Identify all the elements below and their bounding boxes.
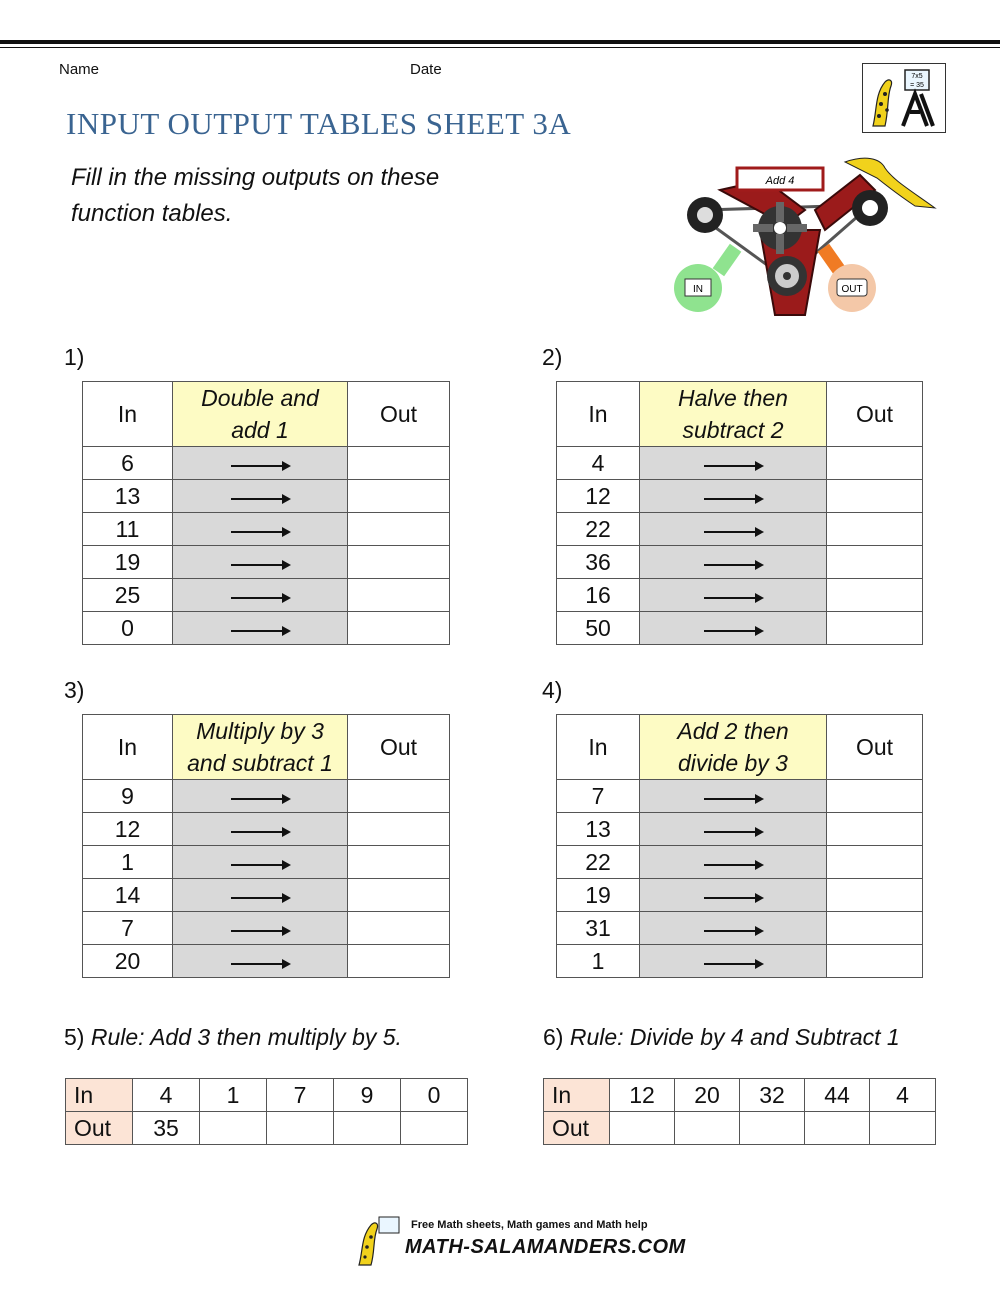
table-row [66, 1112, 468, 1145]
input-value: 1 [557, 945, 640, 978]
arrow-icon [231, 864, 289, 866]
output-blank[interactable] [348, 612, 450, 645]
footer-site-name[interactable]: MATH-SALAMANDERS.COM [405, 1236, 686, 1258]
rule-cell: Double and add 1 [173, 382, 348, 447]
output-blank[interactable] [870, 1112, 936, 1145]
out-header: Out [827, 715, 923, 780]
arrow-icon [231, 465, 289, 467]
table-row [83, 813, 450, 846]
question-number: 3) [64, 677, 85, 703]
output-blank[interactable] [348, 912, 450, 945]
output-blank[interactable] [827, 612, 923, 645]
arrow-icon [231, 831, 289, 833]
table-row [83, 612, 450, 645]
output-blank[interactable] [805, 1112, 870, 1145]
arrow-icon [704, 897, 762, 899]
output-blank[interactable] [827, 480, 923, 513]
table-row [83, 579, 450, 612]
table-row [557, 480, 923, 513]
input-value: 19 [557, 879, 640, 912]
table-row [557, 912, 923, 945]
name-label: Name [59, 61, 100, 78]
question-number: 1) [64, 344, 85, 370]
arrow-icon [704, 930, 762, 932]
logo-card-text-1: 7x5 [911, 73, 923, 80]
input-value: 20 [83, 945, 173, 978]
out-label: Out [66, 1112, 133, 1145]
output-blank[interactable] [740, 1112, 805, 1145]
arrow-icon [231, 930, 289, 932]
table-row [557, 447, 923, 480]
in-header: In [557, 715, 640, 780]
arrow-icon [231, 597, 289, 599]
output-blank[interactable] [348, 546, 450, 579]
engine-in-label: IN [693, 284, 703, 295]
output-blank[interactable] [348, 945, 450, 978]
input-value: 1 [200, 1079, 267, 1112]
salamander-logo [862, 63, 946, 133]
input-value: 4 [557, 447, 640, 480]
salamander-footer-icon [355, 1215, 403, 1267]
top-rule-thick [0, 40, 1000, 44]
table-row [83, 879, 450, 912]
function-engine-illustration [665, 150, 945, 325]
arrow-icon [231, 963, 289, 965]
footer-tagline: Free Math sheets, Math games and Math help [411, 1219, 648, 1231]
date-label: Date [410, 61, 442, 78]
input-value: 1 [83, 846, 173, 879]
table-row [557, 846, 923, 879]
table-row [83, 912, 450, 945]
table-row [83, 945, 450, 978]
table-row [557, 513, 923, 546]
top-rule-thin [0, 47, 1000, 48]
horizontal-table-5 [65, 1078, 468, 1145]
output-blank[interactable] [348, 480, 450, 513]
question-6-heading [543, 1024, 900, 1051]
output-blank[interactable] [267, 1112, 334, 1145]
page-title: INPUT OUTPUT TABLES SHEET 3A [66, 106, 572, 141]
input-value: 50 [557, 612, 640, 645]
out-header: Out [348, 382, 450, 447]
engine-out-label: OUT [841, 284, 863, 295]
arrow-icon [704, 465, 762, 467]
table-row [544, 1079, 936, 1112]
output-blank[interactable] [827, 447, 923, 480]
output-blank[interactable] [827, 780, 923, 813]
table-row [557, 579, 923, 612]
function-table-4 [556, 714, 923, 978]
in-funnel [713, 244, 742, 277]
input-value: 13 [557, 813, 640, 846]
output-blank[interactable] [348, 879, 450, 912]
output-blank[interactable] [827, 846, 923, 879]
input-value: 12 [557, 480, 640, 513]
input-value: 11 [83, 513, 173, 546]
output-blank[interactable] [348, 846, 450, 879]
table-row [557, 813, 923, 846]
output-blank[interactable] [610, 1112, 675, 1145]
table-row [83, 846, 450, 879]
arrow-icon [231, 564, 289, 566]
output-blank[interactable] [827, 813, 923, 846]
rule-cell: Multiply by 3 and subtract 1 [173, 715, 348, 780]
in-label: In [66, 1079, 133, 1112]
input-value: 13 [83, 480, 173, 513]
input-value: 0 [401, 1079, 468, 1112]
arrow-icon [704, 831, 762, 833]
input-value: 7 [267, 1079, 334, 1112]
output-blank[interactable] [827, 513, 923, 546]
input-value: 22 [557, 846, 640, 879]
input-value: 44 [805, 1079, 870, 1112]
in-label: In [544, 1079, 610, 1112]
table-row [557, 945, 923, 978]
arrow-icon [704, 597, 762, 599]
in-header: In [83, 382, 173, 447]
table-row [83, 546, 450, 579]
input-value: 22 [557, 513, 640, 546]
arrow-icon [704, 630, 762, 632]
input-value: 16 [557, 579, 640, 612]
table-row [557, 546, 923, 579]
input-value: 32 [740, 1079, 805, 1112]
arrow-icon [704, 564, 762, 566]
arrow-icon [704, 963, 762, 965]
question-number: 6) [543, 1024, 564, 1050]
output-blank[interactable] [827, 945, 923, 978]
arrow-icon [231, 630, 289, 632]
output-blank[interactable] [334, 1112, 401, 1145]
table-row [66, 1079, 468, 1112]
input-value: 4 [133, 1079, 200, 1112]
arrow-icon [704, 498, 762, 500]
rule-cell: Halve then subtract 2 [640, 382, 827, 447]
output-blank[interactable] [401, 1112, 468, 1145]
input-value: 7 [83, 912, 173, 945]
input-value: 7 [557, 780, 640, 813]
input-value: 4 [870, 1079, 936, 1112]
output-blank[interactable] [827, 879, 923, 912]
output-blank[interactable] [827, 546, 923, 579]
question-5-heading [64, 1024, 402, 1051]
output-blank[interactable] [827, 912, 923, 945]
input-value: 6 [83, 447, 173, 480]
footer-branding [355, 1215, 686, 1267]
input-value: 9 [334, 1079, 401, 1112]
output-value: 35 [133, 1112, 200, 1145]
question-number: 5) [64, 1024, 85, 1050]
question-number: 4) [542, 677, 563, 703]
input-value: 31 [557, 912, 640, 945]
arrow-icon [231, 498, 289, 500]
input-value: 12 [610, 1079, 675, 1112]
output-blank[interactable] [348, 513, 450, 546]
table-row [557, 780, 923, 813]
function-table-1 [82, 381, 450, 645]
input-value: 14 [83, 879, 173, 912]
table-row [83, 447, 450, 480]
engine-rule-label: Add 4 [765, 175, 795, 187]
output-blank[interactable] [827, 579, 923, 612]
in-header: In [83, 715, 173, 780]
table-row [557, 879, 923, 912]
output-blank[interactable] [675, 1112, 740, 1145]
output-blank[interactable] [348, 579, 450, 612]
arrow-icon [231, 798, 289, 800]
output-blank[interactable] [348, 447, 450, 480]
table-row [83, 780, 450, 813]
out-label: Out [544, 1112, 610, 1145]
arrow-icon [231, 897, 289, 899]
table-row [544, 1112, 936, 1145]
out-header: Out [827, 382, 923, 447]
input-value: 19 [83, 546, 173, 579]
instructions: Fill in the missing outputs on these function tables. [71, 164, 440, 227]
output-blank[interactable] [348, 813, 450, 846]
function-table-2 [556, 381, 923, 645]
table-row [83, 513, 450, 546]
arrow-icon [231, 531, 289, 533]
input-value: 12 [83, 813, 173, 846]
arrow-icon [704, 798, 762, 800]
input-value: 20 [675, 1079, 740, 1112]
rule-cell: Add 2 then divide by 3 [640, 715, 827, 780]
input-value: 9 [83, 780, 173, 813]
table-row [83, 480, 450, 513]
question-number: 2) [542, 344, 563, 370]
in-header: In [557, 382, 640, 447]
logo-card-text-2: = 35 [910, 82, 924, 89]
horizontal-table-6 [543, 1078, 936, 1145]
input-value: 36 [557, 546, 640, 579]
arrow-icon [704, 864, 762, 866]
table-row [557, 612, 923, 645]
function-table-3 [82, 714, 450, 978]
out-header: Out [348, 715, 450, 780]
arrow-icon [704, 531, 762, 533]
input-value: 25 [83, 579, 173, 612]
input-value: 0 [83, 612, 173, 645]
output-blank[interactable] [348, 780, 450, 813]
rule-text: Rule: Divide by 4 and Subtract 1 [569, 1024, 900, 1050]
output-blank[interactable] [200, 1112, 267, 1145]
rule-text: Rule: Add 3 then multiply by 5. [90, 1024, 402, 1050]
